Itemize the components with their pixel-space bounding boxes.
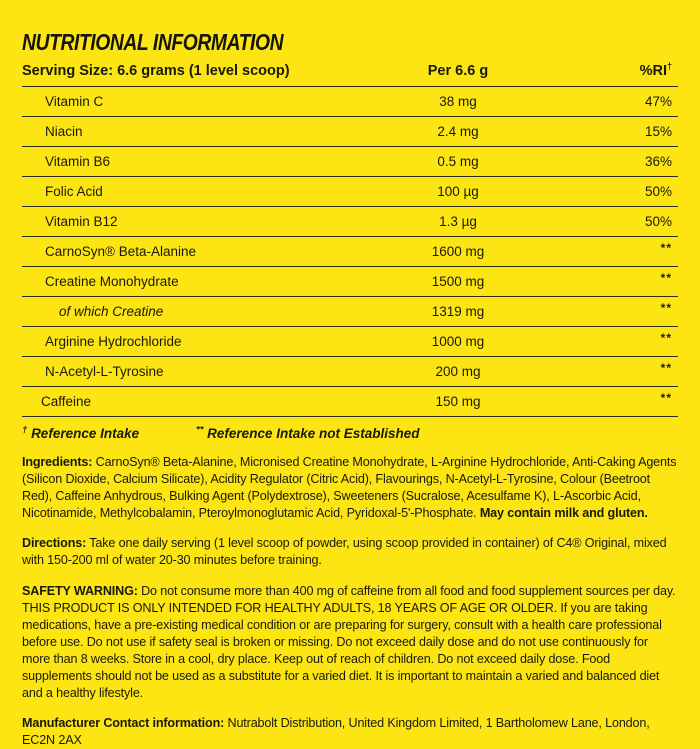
nutrient-name: Creatine Monohydrate <box>45 274 179 289</box>
per-serving-header: Per 6.6 g <box>427 63 489 79</box>
nutrient-name: Caffeine <box>41 394 92 409</box>
nutrient-amount: 1600 mg <box>431 244 485 259</box>
ri-header: %RI† <box>639 61 672 79</box>
nutrient-amount: 2.4 mg <box>437 124 479 139</box>
table-row <box>22 147 678 177</box>
page-title: NUTRITIONAL INFORMATION <box>22 29 284 55</box>
ingredients-paragraph: Ingredients: CarnoSyn® Beta-Alanine, Micronised Creatine Monohydrate, L-Arginine Hydrochloride, Anti-Caking Agents (Silicon Dioxide, Calcium Silicate), Acidity Regulator (Citric Acid), Flavourings, N-Acetyl-L-Tyrosine, Colour (Beetroot Red), Caffeine Anhydrous, Bulking Agent (Polydextrose), Sweeteners (Sucralose, Acesulfame K), L-Ascorbic Acid, Nicotinamide, Methylcobalamin, Pteroylmonoglutamic Acid, Pyridoxal-5'-Phosphate. May contain milk and gluten. <box>22 455 677 521</box>
nutrient-ri: ** <box>660 390 672 405</box>
ingredients-label: Ingredients: <box>22 455 93 469</box>
nutrient-amount: 1319 mg <box>431 304 485 319</box>
table-row <box>22 357 678 387</box>
nutrient-ri: 50% <box>644 184 672 199</box>
double-asterisk-mark: ** <box>196 424 204 436</box>
manufacturer-label: Manufacturer Contact information: <box>22 716 225 731</box>
nutrient-amount: 1000 mg <box>431 334 485 349</box>
nutrient-ri: ** <box>660 270 672 285</box>
table-row <box>22 177 678 207</box>
table-header-row <box>22 63 678 87</box>
serving-size-header: Serving Size: 6.6 grams (1 level scoop) <box>22 63 290 79</box>
table-row <box>22 327 678 357</box>
table-row <box>22 297 678 327</box>
nutrient-amount: 150 mg <box>435 394 481 409</box>
not-established-footnote: ** Reference Intake not Established <box>196 424 420 441</box>
nutrient-amount: 100 µg <box>437 184 479 199</box>
manufacturer-paragraph: Manufacturer Contact information: Nutrabolt Distribution, United Kingdom Limited, 1 Bartholomew Lane, London, EC2N 2AX <box>22 716 650 748</box>
nutrient-amount: 38 mg <box>439 94 477 109</box>
nutrient-amount: 0.5 mg <box>437 154 479 169</box>
footnotes-row <box>22 426 678 441</box>
nutrient-ri: 15% <box>644 124 672 139</box>
safety-warning-label: SAFETY WARNING: <box>22 583 138 598</box>
table-row <box>22 87 678 117</box>
nutrient-name: CarnoSyn® Beta-Alanine <box>45 244 197 259</box>
table-row <box>22 237 678 267</box>
nutrient-ri: 50% <box>644 214 672 229</box>
nutrient-ri: 36% <box>644 154 672 169</box>
nutrient-ri: ** <box>660 330 672 345</box>
nutrient-ri: 47% <box>644 94 672 109</box>
nutrient-name: Arginine Hydrochloride <box>45 334 182 349</box>
table-row <box>22 207 678 237</box>
table-row <box>22 117 678 147</box>
nutrient-name: Folic Acid <box>45 184 103 199</box>
nutrient-amount: 200 mg <box>435 364 481 379</box>
nutrient-name: of which Creatine <box>59 304 164 319</box>
directions-label: Directions: <box>22 536 87 551</box>
reference-intake-footnote: † Reference Intake <box>22 424 140 441</box>
nutrient-name: Vitamin B6 <box>45 154 111 169</box>
allergen-statement: May contain milk and gluten. <box>479 506 648 521</box>
table-row <box>22 387 678 417</box>
nutrient-name: N-Acetyl-L-Tyrosine <box>45 364 164 379</box>
nutrient-ri: ** <box>660 240 672 255</box>
directions-paragraph: Directions: Take one daily serving (1 level scoop of powder, using scoop provided in container) of C4® Original, mixed with 150-200 ml of water 20-30 minutes before training. <box>22 536 667 568</box>
nutrient-name: Vitamin B12 <box>45 214 118 229</box>
nutrient-amount: 1.3 µg <box>439 214 477 229</box>
nutrient-ri: ** <box>660 300 672 315</box>
nutrient-ri: ** <box>660 360 672 375</box>
nutrient-name: Niacin <box>45 124 83 139</box>
nutrient-amount: 1500 mg <box>431 274 485 289</box>
safety-warning-paragraph: SAFETY WARNING: Do not consume more than 400 mg of caffeine from all food and food supplement sources per day. THIS PRODUCT IS ONLY INTENDED FOR HEALTHY ADULTS, 18 YEARS OF AGE OR OLDER. If you are taking medications, have a pre-existing medical condition or are preparing for surgery, consult with a health care professional before use. Do not use if safety seal is broken or missing. Do not exceed daily dose and do not use continuously for more than 8 weeks. Store in a cool, dry place. Keep out of reach of children. Do not exceed daily dose. Food supplements should not be used as a substitute for a varied diet. It is important to maintain a varied and balanced diet and a healthy lifestyle. <box>22 583 676 701</box>
dagger-mark: † <box>666 61 672 72</box>
table-row <box>22 267 678 297</box>
dagger-mark: † <box>22 424 28 436</box>
nutrient-name: Vitamin C <box>45 94 104 109</box>
